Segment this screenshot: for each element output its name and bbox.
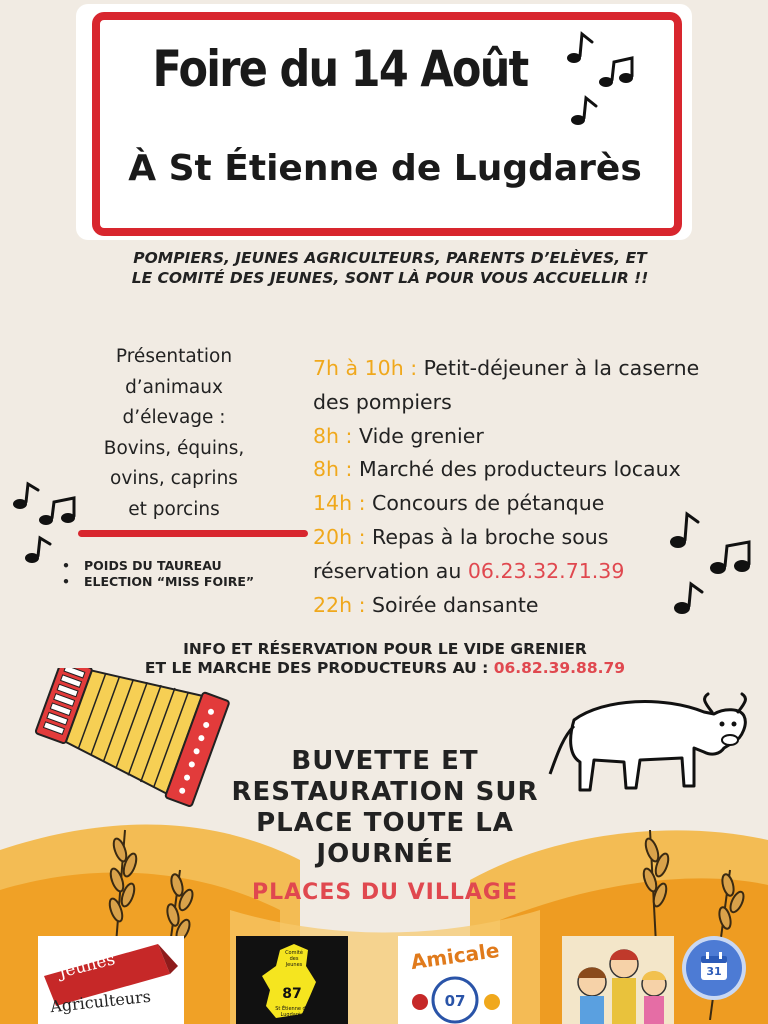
schedule-text: Concours de pétanque <box>372 491 605 516</box>
page-subtitle: À St Étienne de Lugdarès <box>128 148 642 189</box>
logo-comite-jeunes <box>236 936 348 1024</box>
logo-kids-illustration <box>562 936 674 1024</box>
schedule-time: 20h : <box>313 524 366 549</box>
buvette-text <box>200 746 570 870</box>
animals-line: Présentation <box>115 346 233 367</box>
logo-jeunes-agriculteurs <box>38 936 184 1024</box>
logo-amicale <box>398 936 512 1024</box>
schedule-text: réservation au <box>313 558 462 583</box>
schedule-time: 8h : <box>313 457 353 482</box>
schedule-time: 7h à 10h : <box>313 356 418 380</box>
logo-text: Agriculteurs <box>49 986 152 1017</box>
schedule-time: 22h : <box>313 592 366 617</box>
music-notes-icon <box>666 508 756 620</box>
buvette-line: BUVETTE ET <box>291 746 479 776</box>
animals-line: ovins, caprins <box>110 468 238 489</box>
divider <box>78 530 308 537</box>
schedule-text: Petit-déjeuner à la caserne <box>423 356 700 380</box>
buvette-line: RESTAURATION SUR <box>231 777 539 807</box>
animals-presentation <box>82 342 266 525</box>
schedule-item <box>313 453 768 487</box>
buvette-line: JOURNÉE <box>316 839 454 869</box>
logo-text: Comité des Jeunes <box>285 950 303 968</box>
places-text: PLACES DU VILLAGE <box>252 880 518 905</box>
schedule-item <box>313 352 768 386</box>
logo-text: St Étienne de Lugdarès <box>275 1006 309 1018</box>
schedule-item <box>313 420 768 454</box>
animals-bullets <box>60 558 320 590</box>
buvette-line: PLACE TOUTE LA <box>256 808 514 838</box>
schedule-time: 8h : <box>313 423 353 448</box>
page-title: Foire du 14 Août <box>152 40 528 98</box>
bullet-item: • POIDS DU TAUREAU <box>60 558 320 574</box>
animals-line: et porcins <box>128 498 220 520</box>
schedule-item-cont: des pompiers <box>313 389 452 414</box>
calendar-icon[interactable] <box>686 940 742 996</box>
info-line: INFO ET RÉSERVATION POUR LE VIDE GRENIER <box>183 640 587 658</box>
kids-illustration <box>562 936 674 1024</box>
intro-text: POMPIERS, JEUNES AGRICULTEURS, PARENTS D’ELÈVES, ET LE COMITÉ DES JEUNES, SONT LÀ POUR VOUS ACCUELLIR !! <box>131 249 649 287</box>
bull-icon <box>544 690 754 802</box>
schedule-text: Soirée dansante <box>372 592 539 617</box>
schedule-text: Marché des producteurs locaux <box>359 457 681 482</box>
logo-text: Amicale <box>409 937 501 975</box>
schedule-time: 14h : <box>313 491 366 516</box>
info-text: ET LE MARCHE DES PRODUCTEURS AU : <box>144 659 489 677</box>
phone-number[interactable]: 06.23.32.71.39 <box>467 558 625 583</box>
schedule-text: Repas à la broche sous <box>372 524 609 549</box>
music-notes-icon <box>560 28 640 132</box>
animals-line: d’animaux <box>125 376 223 398</box>
music-notes-icon <box>10 478 80 568</box>
schedule-text: Vide grenier <box>359 423 484 448</box>
logo-text: Jeunes <box>56 949 118 983</box>
animals-line: d’élevage : <box>122 407 226 428</box>
animals-line: Bovins, équins, <box>103 437 245 459</box>
bullet-item: • ELECTION “MISS FOIRE” <box>60 574 320 590</box>
phone-number[interactable]: 06.82.39.88.79 <box>493 659 626 677</box>
logo-text: 07 <box>444 992 466 1010</box>
calendar-day: 31 <box>706 965 722 978</box>
logo-text: 87 <box>282 986 302 1002</box>
